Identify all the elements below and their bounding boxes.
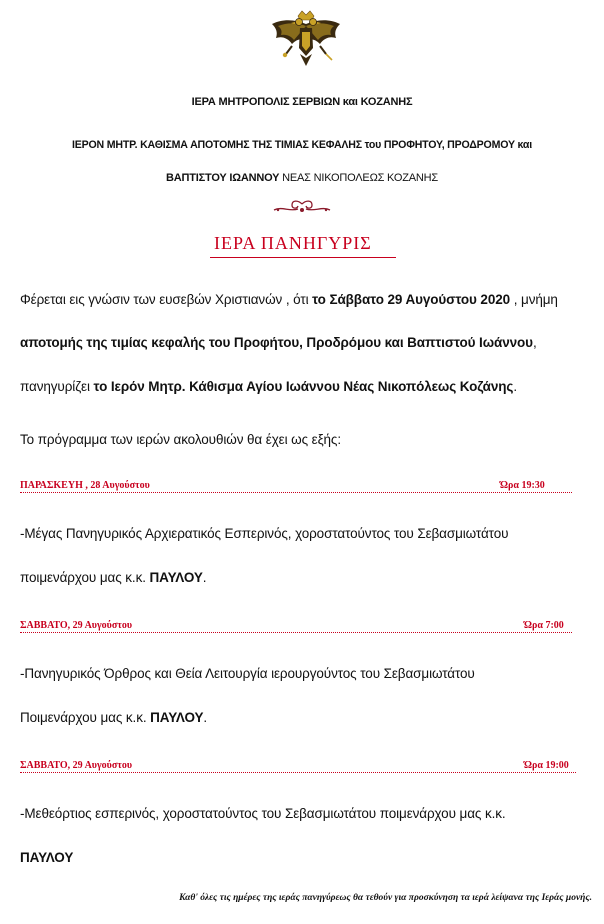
schedule-description: -Πανηγυρικός Όρθρος και Θεία Λειτουργία ιερουργούντος του Σεβασμιωτάτου [20, 666, 475, 681]
double-headed-eagle-emblem [266, 10, 346, 70]
header-location [0, 172, 604, 184]
schedule-divider [20, 632, 572, 633]
schedule-officiant [20, 710, 207, 725]
intro-text-1-end: , μνήμη [513, 292, 558, 307]
schedule-day: ΠΑΡΑΣΚΕΥΗ , 28 Αυγούστου [20, 480, 150, 491]
schedule-time: Ώρα 19:00 [524, 760, 569, 771]
intro-line-1 [20, 292, 558, 307]
intro-date: το Σάββατο 29 Αυγούστου 2020 [312, 292, 511, 307]
officiant-name-end: . [202, 570, 207, 585]
officiant-name: ΠΑΥΛΟΥ [150, 710, 204, 725]
schedule-officiant-text: Ποιμενάρχου μας κ.κ. [20, 710, 147, 725]
intro-text-2-end: , [532, 335, 537, 350]
schedule-officiant [20, 850, 73, 865]
header-location-bold: ΒΑΠΤΙΣΤΟΥ ΙΩΑΝΝΟΥ [166, 172, 280, 184]
schedule-description: -Μέγας Πανηγυρικός Αρχιερατικός Εσπερινός, χοροστατούντος του Σεβασμιωτάτου [20, 526, 509, 541]
intro-line-3 [20, 379, 517, 394]
footer-note: Καθ' όλες τις ημέρες της ιεράς πανηγύρεως θα τεθούν για προσκύνηση τα ιερά λείψανα της Ιεράς μονής. [179, 893, 592, 903]
schedule-divider [20, 772, 576, 773]
schedule-time: Ώρα 7:00 [524, 620, 564, 631]
title-underline [210, 257, 396, 258]
header-kathisma: ΙΕΡΟΝ ΜΗΤΡ. ΚΑΘΙΣΜΑ ΑΠΟΤΟΜΗΣ ΤΗΣ ΤΙΜΙΑΣ ΚΕΦΑΛΗΣ του ΠΡΟΦΗΤΟΥ, ΠΡΟΔΡΟΜΟΥ και [72, 139, 532, 151]
intro-text-1: Φέρεται εις γνώσιν των ευσεβών Χριστιανών , ότι [20, 292, 309, 307]
header-metropolis: ΙΕΡΑ ΜΗΤΡΟΠΟΛΙΣ ΣΕΡΒΙΩΝ και ΚΟΖΑΝΗΣ [191, 96, 413, 108]
schedule-description: -Μεθεόρτιος εσπερινός, χοροστατούντος του Σεβασμιωτάτου ποιμενάρχου μας κ.κ. [20, 806, 506, 821]
intro-church: το Ιερόν Μητρ. Κάθισμα Αγίου Ιωάννου Νέας Νικοπόλεως Κοζάνης [93, 379, 514, 394]
schedule-day: ΣΑΒΒΑΤΟ, 29 Αυγούστου [20, 760, 133, 771]
schedule-officiant-text: ποιμενάρχου μας κ.κ. [20, 570, 146, 585]
ornament-divider-icon [270, 198, 334, 218]
officiant-name: ΠΑΥΛΟΥ [149, 570, 203, 585]
intro-text-3: πανηγυρίζει [20, 379, 90, 394]
schedule-officiant [20, 570, 206, 585]
program-intro: Το πρόγραμμα των ιερών ακολουθιών θα έχει ως εξής: [20, 432, 341, 447]
schedule-day: ΣΑΒΒΑΤΟ, 29 Αυγούστου [20, 620, 133, 631]
schedule-time: Ώρα 19:30 [500, 480, 545, 491]
header-location-light: ΝΕΑΣ ΝΙΚΟΠΟΛΕΩΣ ΚΟΖΑΝΗΣ [282, 172, 438, 184]
officiant-name-end: . [203, 710, 208, 725]
intro-text-3-end: . [513, 379, 517, 394]
intro-line-2 [20, 335, 537, 350]
page-title: ΙΕΡΑ ΠΑΝΗΓΥΡΙΣ [214, 233, 372, 253]
officiant-name: ΠΑΥΛΟΥ [20, 850, 74, 865]
intro-feast: αποτομής της τιμίας κεφαλής του Προφήτου, Προδρόμου και Βαπτιστού Ιωάννου [20, 335, 533, 350]
schedule-divider [20, 492, 572, 493]
